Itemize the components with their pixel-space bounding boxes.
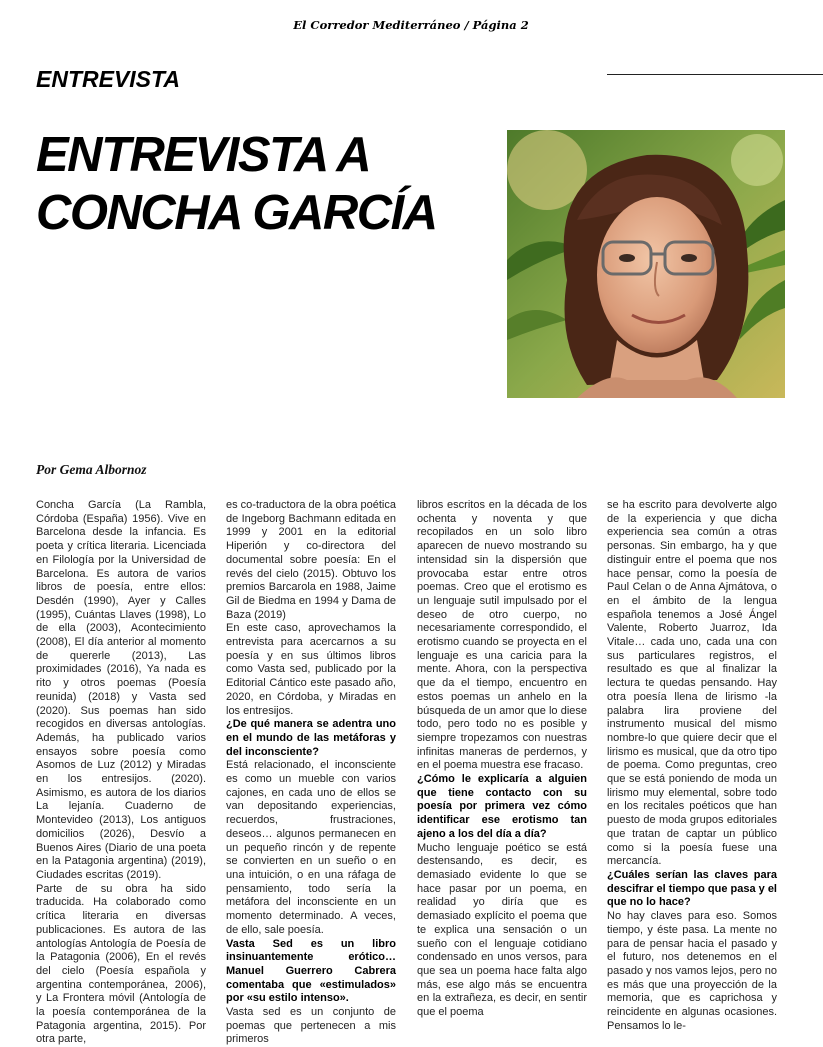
title-line-2: CONCHA GARCÍA: [36, 186, 437, 240]
header-rule: [607, 74, 823, 75]
col1-paragraph-1: Concha García (La Rambla, Córdoba (España) 1956). Vive en Barcelona desde la infancia. Es poeta y crítica literaria. Licenciada en Filología por la Universidad de Barcelona. Es autora de varios libros de poesía, entre ellos: Desdén (1990), Ayer y Calles (1995), Cuántas Llaves (1998), Lo de ella (2003), Acontecimiento (2008), El día anterior al momento de quererle (2013), Las proximidades (2016), Ya nada es rito y otros poemas (Poesía reunida) (2018) y Vasta sed (2020). Sus poemas han sido recogidos en diversas antologías. Además, ha publicado varios ensayos sobre poesía como Asomos de Luz (2012) y Miradas en los entresijos. (2020). Asimismo, es autora de los diarios La lejanía. Cuaderno de Montevideo (2013), Los antiguos domicilios (2026), Desvío a Buenos Aires (Diario de una poeta en la Patagonia argentina) (2019), Ciudades escritas (2019).: [36, 499, 206, 881]
col2-question-1: ¿De qué manera se adentra uno en el mundo de las metáforas y del inconsciente?: [226, 718, 396, 758]
col4-answer-1: No hay claves para eso. Somos tiempo, y éste pasa. La mente no para de pensar hacia el pasado y el futuro, nos detenemos en el pasado y nos vamos lejos, pero no es más que una proyección de la memoria, que es caprichosa y reincidente en algunas ocasiones. Pensamos lo le-: [607, 910, 777, 1032]
section-label: ENTREVISTA: [36, 66, 180, 92]
column-3: [417, 499, 587, 1023]
col4-question-1: ¿Cuáles serían las claves para descifrar el tiempo que pasa y el que no lo hace?: [607, 868, 777, 909]
portrait-photo: [507, 130, 785, 398]
byline: Por Gema Albornoz: [36, 462, 147, 477]
article-title: [36, 126, 437, 242]
article-body: [0, 499, 822, 1046]
col2-paragraph-1: es co-traductora de la obra poética de Ingeborg Bachmann editada en 1999 y 2001 en la editorial Hiperión y co-directora del documental sobre poesía: En el revés del cielo (2015). Obtuvo los premios Barcarola en 1988, Jaime Gil de Biedma en 1994 y Dama de Baza (2019): [226, 499, 396, 621]
col3-paragraph-1: libros escritos en la década de los ochenta y noventa y que recopilados en un solo libro aparecen de nuevo mostrando su intensidad sin la dispersión que provocaba estar entre otros poemas. Creo que el erotismo es un lenguaje sutil impulsado por el deseo de otro cuerpo, no necesariamente correspondido, el erotismo cuando se proyecta en el lenguaje es una caricia para la mente. Ahora, con la perspectiva que da el tiempo, encuentro en estos poemas un anhelo en la búsqueda de un amor que lo diese todo, pero todo no es posible y siempre tropezamos con nuestras infinitas maneras de perdernos, y en el poema muestra ese fracaso.: [417, 499, 587, 772]
column-2: [226, 499, 396, 1046]
portrait-photo-icon: [507, 130, 785, 398]
col2-answer-1: Está relacionado, el inconsciente es como un mueble con varios cajones, en cada uno de ellos se van depositando experiencias, recuerdos, frustraciones, deseos… algunos permanecen en un pequeño rincón y de repente se convierten en un sueño o en una intuición, o en una ráfaga de pensamiento, todo sería la metáfora del inconsciente en un momento determinado. A veces, de ello, sale poesía.: [226, 759, 396, 936]
column-4: [607, 499, 777, 1032]
col2-paragraph-2: En este caso, aprovechamos la entrevista para acercarnos a su poesía y en sus últimos libros como Vasta sed, publicado por la Editorial Cántico este pasado año, 2020, en Córdoba, y Miradas en los entresijos.: [226, 622, 396, 717]
column-1: [36, 499, 206, 1046]
running-head: El Corredor Mediterráneo / Página 2: [293, 18, 529, 32]
col2-question-2: Vasta Sed es un libro insinuantemente erótico…Manuel Guerrero Cabrera comentaba que «estimulados» por «su estilo intenso».: [226, 937, 396, 1005]
col4-paragraph-1: se ha escrito para devolverte algo de la experiencia y que dicha experiencia sea común a otras personas. Sin embargo, ha y que distinguir entre el poema que nos hace pensar, como la poesía de Paul Celan o de Anna Ajmátova, o en el ámbito de la lengua española tenemos a José Ángel Valente, Roberto Juarroz, Ida Vitale… cada uno, cada una con sus particulares registros, el resultado es que al finalizar la lectura te quedas pensando. Hay otra poesía llena de lirismo -la palabra lira proviene del instrumento musical del mismo nombre-lo que quiere decir que el lirismo es musical, que da otro tipo de poema. Como preguntas, creo que se está poniendo de moda un lirismo muy elemental, sobre todo en los recitales poéticos que han puesto de moda grupos editoriales que tratan de captar un público como si la poesía fuese una mercancía.: [607, 499, 777, 868]
col3-question-1: ¿Cómo le explicaría a alguien que tiene contacto con su poesía por primera vez cómo identificar ese erotismo tan ajeno a los del día a día?: [417, 773, 587, 840]
col3-answer-1: Mucho lenguaje poético se está destensando, es decir, es demasiado evidente lo que se hace pasar por un poema, en realidad yo diría que es demasiado explícito el poema que te explica una sensación o un sueño con el lenguaje cotidiano condensado en unos versos, para que sea un poema hace falta algo más, ese algo más se encuentra en la extrañeza, es decir, en sentir que el poema: [417, 841, 587, 1019]
title-line-1: ENTREVISTA A: [36, 128, 371, 182]
col1-paragraph-2: Parte de su obra ha sido traducida. Ha colaborado como crítica literaria en diversas publicaciones. Es autora de las antologías Antología de Poesía de la Patagonia (2006), En el revés del cielo (Poesía española y argentina contemporánea, 2006), y La Frontera móvil (Antología de la poesía contemporánea de la Patagonia argentina, 2015). Por otra parte,: [36, 882, 206, 1046]
col2-answer-2: Vasta sed es un conjunto de poemas que pertenecen a mis primeros: [226, 1006, 396, 1046]
